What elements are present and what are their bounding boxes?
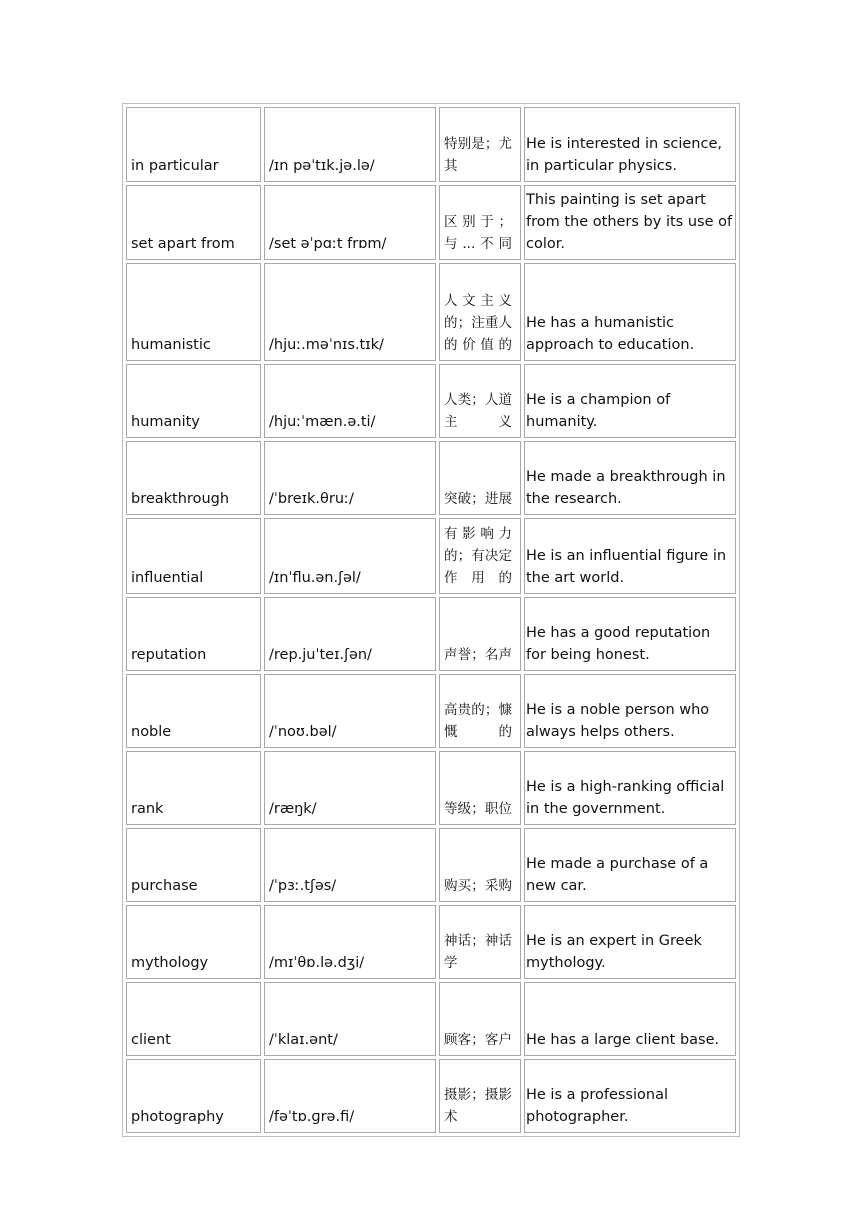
phonetic-cell: /ˈpɜː.tʃəs/ bbox=[264, 828, 436, 902]
word-cell: noble bbox=[126, 674, 261, 748]
table-row bbox=[126, 185, 736, 260]
vocabulary-table-body bbox=[126, 107, 736, 1133]
meaning-cell: 声誉；名声 bbox=[439, 597, 521, 671]
meaning-cell: 购买；采购 bbox=[439, 828, 521, 902]
example-cell: He made a purchase of a new car. bbox=[524, 828, 736, 902]
word-cell: reputation bbox=[126, 597, 261, 671]
word-cell: client bbox=[126, 982, 261, 1056]
word-cell: in particular bbox=[126, 107, 261, 182]
phonetic-cell: /ræŋk/ bbox=[264, 751, 436, 825]
table-row bbox=[126, 828, 736, 902]
table-row bbox=[126, 751, 736, 825]
table-row bbox=[126, 364, 736, 438]
word-cell: set apart from bbox=[126, 185, 261, 260]
table-row bbox=[126, 441, 736, 515]
meaning-cell: 有影响力的；有决定作用的 bbox=[439, 518, 521, 594]
example-cell: This painting is set apart from the others by its use of color. bbox=[524, 185, 736, 260]
example-cell: He made a breakthrough in the research. bbox=[524, 441, 736, 515]
example-cell: He is an influential figure in the art world. bbox=[524, 518, 736, 594]
meaning-cell: 特别是；尤其 bbox=[439, 107, 521, 182]
meaning-cell: 摄影；摄影术 bbox=[439, 1059, 521, 1133]
meaning-cell: 突破；进展 bbox=[439, 441, 521, 515]
example-cell: He is interested in science, in particular physics. bbox=[524, 107, 736, 182]
meaning-cell: 人文主义的；注重人的价值的 bbox=[439, 263, 521, 361]
table-row bbox=[126, 263, 736, 361]
table-row bbox=[126, 905, 736, 979]
phonetic-cell: /ˈnoʊ.bəl/ bbox=[264, 674, 436, 748]
table-row bbox=[126, 597, 736, 671]
word-cell: rank bbox=[126, 751, 261, 825]
example-cell: He is an expert in Greek mythology. bbox=[524, 905, 736, 979]
word-cell: purchase bbox=[126, 828, 261, 902]
table-row bbox=[126, 107, 736, 182]
phonetic-cell: /ɪnˈflu.ən.ʃəl/ bbox=[264, 518, 436, 594]
table-row bbox=[126, 1059, 736, 1133]
meaning-cell: 顾客；客户 bbox=[439, 982, 521, 1056]
word-cell: mythology bbox=[126, 905, 261, 979]
phonetic-cell: /ɪn pəˈtɪk.jə.lə/ bbox=[264, 107, 436, 182]
example-cell: He is a high-ranking official in the government. bbox=[524, 751, 736, 825]
example-cell: He is a champion of humanity. bbox=[524, 364, 736, 438]
phonetic-cell: /ˈbreɪk.θruː/ bbox=[264, 441, 436, 515]
table-row bbox=[126, 674, 736, 748]
word-cell: photography bbox=[126, 1059, 261, 1133]
example-cell: He has a large client base. bbox=[524, 982, 736, 1056]
word-cell: influential bbox=[126, 518, 261, 594]
meaning-cell: 区别于；与...不同 bbox=[439, 185, 521, 260]
phonetic-cell: /fəˈtɒ.ɡrə.fi/ bbox=[264, 1059, 436, 1133]
meaning-cell: 等级；职位 bbox=[439, 751, 521, 825]
word-cell: humanistic bbox=[126, 263, 261, 361]
table-row bbox=[126, 982, 736, 1056]
phonetic-cell: /mɪˈθɒ.lə.dʒi/ bbox=[264, 905, 436, 979]
meaning-cell: 高贵的；慷慨的 bbox=[439, 674, 521, 748]
example-cell: He is a noble person who always helps others. bbox=[524, 674, 736, 748]
phonetic-cell: /hjuːˈmæn.ə.ti/ bbox=[264, 364, 436, 438]
example-cell: He is a professional photographer. bbox=[524, 1059, 736, 1133]
example-cell: He has a good reputation for being honest. bbox=[524, 597, 736, 671]
phonetic-cell: /rep.juˈteɪ.ʃən/ bbox=[264, 597, 436, 671]
phonetic-cell: /set əˈpɑːt frɒm/ bbox=[264, 185, 436, 260]
example-cell: He has a humanistic approach to education. bbox=[524, 263, 736, 361]
phonetic-cell: /ˈklaɪ.ənt/ bbox=[264, 982, 436, 1056]
table-row bbox=[126, 518, 736, 594]
vocabulary-table bbox=[122, 103, 740, 1137]
phonetic-cell: /hjuː.məˈnɪs.tɪk/ bbox=[264, 263, 436, 361]
word-cell: humanity bbox=[126, 364, 261, 438]
meaning-cell: 人类；人道主义 bbox=[439, 364, 521, 438]
word-cell: breakthrough bbox=[126, 441, 261, 515]
meaning-cell: 神话；神话学 bbox=[439, 905, 521, 979]
